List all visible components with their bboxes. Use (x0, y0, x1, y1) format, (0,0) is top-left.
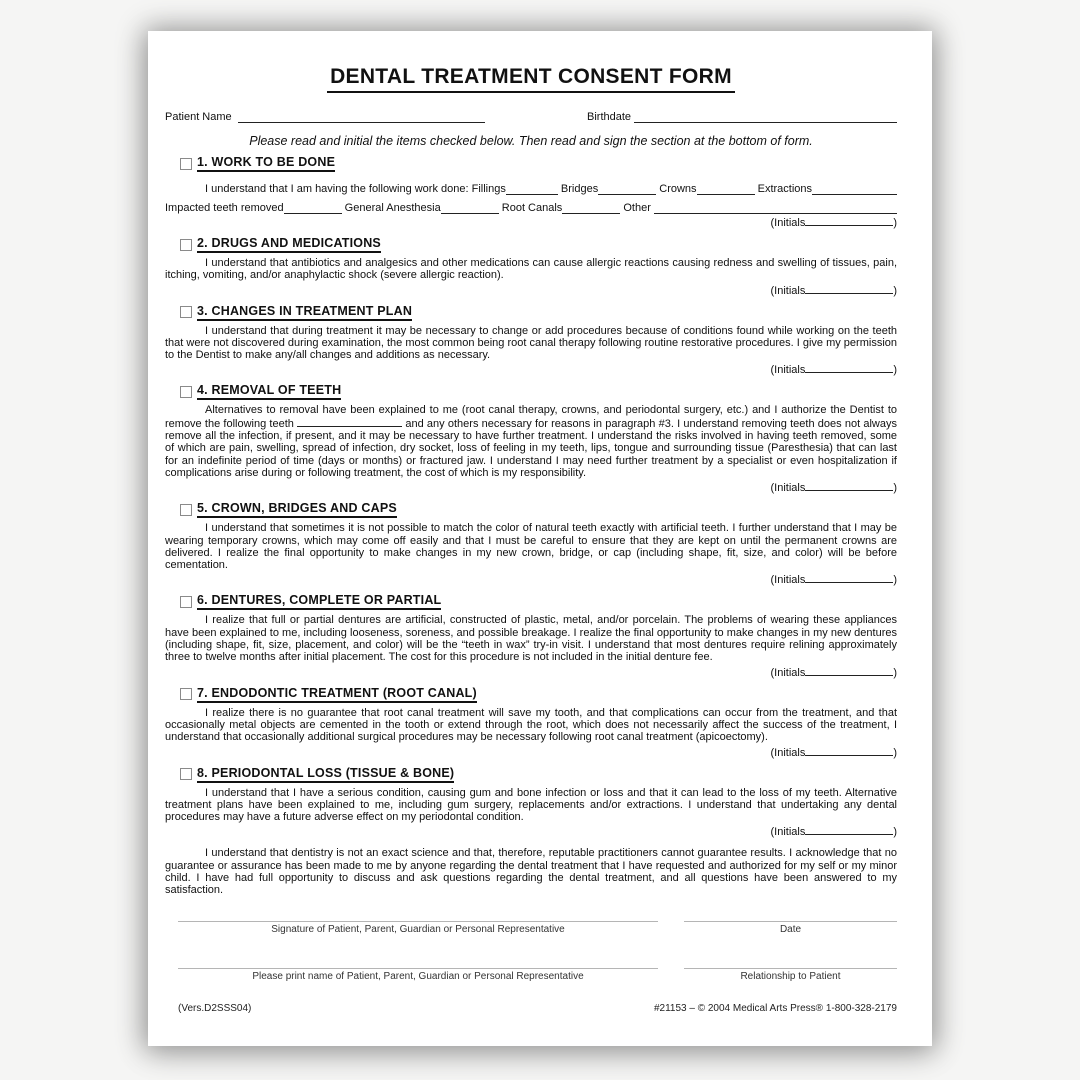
section-text: Root Canals (498, 202, 563, 214)
initials-line: (Initials ) (770, 482, 897, 495)
initials-blank-line (805, 672, 893, 676)
patient-info-row (165, 111, 897, 123)
relationship-line (684, 968, 897, 969)
initials-line: (Initials ) (770, 746, 897, 759)
initials-line: (Initials ) (770, 284, 897, 297)
consent-form-page (148, 31, 932, 1046)
section-2 (165, 236, 897, 298)
section-text: Bridges (557, 183, 599, 195)
blank-line (812, 191, 897, 195)
signature-label: Signature of Patient, Parent, Guardian or Personal Representative (271, 923, 565, 935)
blank-line (562, 210, 620, 214)
section-5 (165, 501, 897, 587)
patient-name-blank-line (238, 119, 485, 123)
section-checkbox (180, 158, 192, 170)
form-title: DENTAL TREATMENT CONSENT FORM (327, 65, 735, 93)
section-checkbox (180, 306, 192, 318)
section-title: 5. CROWN, BRIDGES AND CAPS (197, 501, 397, 518)
section-paragraph: I understand that antibiotics and analgesics and other medications can cause allergic reactions causing redness and swelling of tissues, pain, itching, vomiting, and/or anaphylactic shock (severe allergic reaction). (165, 257, 897, 282)
initials-blank-line (805, 831, 893, 835)
birthdate-field (587, 111, 897, 123)
date-column (684, 921, 897, 982)
section-text: Crowns (656, 183, 697, 195)
initials-blank-line (805, 752, 893, 756)
section-checkbox (180, 688, 192, 700)
section-checkbox (180, 768, 192, 780)
patient-name-label: Patient Name (165, 111, 232, 123)
initials-blank-line (805, 290, 893, 294)
date-label: Date (779, 923, 802, 935)
footer-version: (Vers.D2SSS04) (178, 1003, 252, 1014)
section-8 (165, 766, 897, 840)
section-paragraph: I realize that full or partial dentures are artificial, constructed of plastic, metal, and/or porcelain. The problems of wearing these appliances have been explained to me, including looseness, soreness, and possible breakage. I realize the final opportunity to make changes in my new dentures (including shape, fit, size, placement, and color) will be the “teeth in wax” try-in visit. I understand that most dentures require relining approximately three to twelve months after initial placement. The cost for this procedure is not included in the initial denture fee. (165, 614, 897, 664)
section-heading-row (165, 686, 897, 703)
closing-paragraph: I understand that dentistry is not an exact science and that, therefore, reputable practitioners cannot guarantee results. I acknowledge that no guarantee or assurance has been made to me by anyone regarding the dental treatment that I have requested and authorized for my self or my minor child. I have had full opportunity to discuss and ask questions regarding the dental treatment, and all questions have been answered to my satisfaction. (165, 847, 897, 897)
initials-line: (Initials ) (770, 364, 897, 377)
section-paragraph: I understand that during treatment it may be necessary to change or add procedures because of conditions found while working on the teeth that were not discovered during examination, the most common being root canal therapy following routine restorative procedures. I give my permission to the Dentist to make any/all changes and additions as necessary. (165, 324, 897, 362)
section-heading-row (165, 304, 897, 321)
initials-line: (Initials ) (770, 217, 897, 229)
section-checkbox (180, 596, 192, 608)
section-heading-row (165, 236, 897, 253)
page-footer (178, 1003, 897, 1014)
initials-blank-line (805, 369, 893, 373)
section-text: Extractions (754, 183, 813, 195)
date-line (684, 921, 897, 922)
section-heading-row (165, 383, 897, 400)
section-7 (165, 686, 897, 760)
blank-line (441, 210, 499, 214)
section-checkbox (180, 386, 192, 398)
blank-line (654, 210, 897, 214)
section-3 (165, 304, 897, 378)
section-text: Other (620, 202, 654, 214)
form-instruction: Please read and initial the items checked below. Then read and sign the section at the bottom of form. (249, 134, 813, 148)
section-4 (165, 383, 897, 495)
signature-column (178, 921, 658, 982)
fill-in-row (165, 176, 897, 195)
blank-line (506, 191, 558, 195)
patient-name-field (165, 111, 485, 123)
initials-blank-line (805, 222, 893, 226)
sections-container (165, 155, 897, 839)
birthdate-blank-line (634, 119, 897, 123)
print-name-line (178, 968, 658, 969)
initials-line: (Initials ) (770, 826, 897, 839)
section-text: I understand that I am having the following work done: Fillings (205, 183, 506, 195)
section-paragraph: Alternatives to removal have been explained to me (root canal therapy, crowns, and periodontal surgery, etc.) and I authorize the Dentist to remove the following teeth and any others necessary for reasons in paragraph #3. I understand removing teeth does not always remove all the infection, if present, and it may be necessary to have further treatment. I understand the risks involved in having teeth removed, some of which are pain, swelling, spread of infection, dry socket, loss of feeling in my teeth, lips, tongue and surrounding tissue (Paresthesia) that can last for an indefinite period of time (days or months) or fractured jaw. I understand I may need further treatment by a specialist or even hospitalization if complications arise during or following treatment, the cost of which is my responsibility. (165, 404, 897, 479)
section-6 (165, 593, 897, 679)
blank-line (598, 191, 656, 195)
birthdate-label: Birthdate (587, 111, 632, 123)
signature-block (178, 921, 897, 982)
blank-line (297, 417, 402, 427)
initials-blank-line (805, 487, 893, 491)
section-checkbox (180, 504, 192, 516)
initials-line: (Initials ) (770, 574, 897, 587)
section-title: 2. DRUGS AND MEDICATIONS (197, 236, 381, 253)
blank-line (284, 210, 342, 214)
section-1 (165, 155, 897, 230)
section-title: 8. PERIODONTAL LOSS (TISSUE & BONE) (197, 766, 454, 783)
section-checkbox (180, 239, 192, 251)
section-title: 3. CHANGES IN TREATMENT PLAN (197, 304, 412, 321)
fill-in-row (165, 195, 897, 214)
section-heading-row (165, 766, 897, 783)
print-name-label: Please print name of Patient, Parent, Guardian or Personal Representative (252, 970, 584, 982)
section-heading-row (165, 593, 897, 610)
section-heading-row (165, 155, 897, 172)
blank-line (697, 191, 755, 195)
section-text: General Anesthesia (341, 202, 441, 214)
section-title: 4. REMOVAL OF TEETH (197, 383, 341, 400)
relationship-label: Relationship to Patient (740, 970, 841, 982)
section-paragraph: I understand that sometimes it is not possible to match the color of natural teeth exactly with artificial teeth. I further understand that I may be wearing temporary crowns, which may come off easily and that I must be careful to ensure that they are kept on until the permanent crowns are delivered. I realize the final opportunity to make changes in my new crown, bridge, or cap (including shape, fit, size, and color) will be before cementation. (165, 522, 897, 572)
section-title: 7. ENDODONTIC TREATMENT (ROOT CANAL) (197, 686, 477, 703)
section-paragraph: I realize there is no guarantee that root canal treatment will save my tooth, and that complications can occur from the treatment, and that occasionally metal objects are cemented in the tooth or extend through the root, which does not necessarily affect the success of the treatment, I understand that occasionally additional surgical procedures may be necessary following root canal treatment (apicoectomy). (165, 706, 897, 744)
section-heading-row (165, 501, 897, 518)
section-title: 1. WORK TO BE DONE (197, 155, 335, 172)
section-paragraph: I understand that I have a serious condition, causing gum and bone infection or loss and that it can lead to the loss of my teeth. Alternative treatment plans have been explained to me, including gum surgery, replacements and/or extractions. I understand that undertaking any dental procedures may have a future adverse effect on my periodontal condition. (165, 786, 897, 824)
footer-reorder-info: #21153 – © 2004 Medical Arts Press® 1-800-328-2179 (653, 1003, 897, 1014)
section-title: 6. DENTURES, COMPLETE OR PARTIAL (197, 593, 441, 610)
signature-line (178, 921, 658, 922)
section-text: Impacted teeth removed (165, 202, 284, 214)
initials-line: (Initials ) (770, 666, 897, 679)
initials-blank-line (805, 579, 893, 583)
